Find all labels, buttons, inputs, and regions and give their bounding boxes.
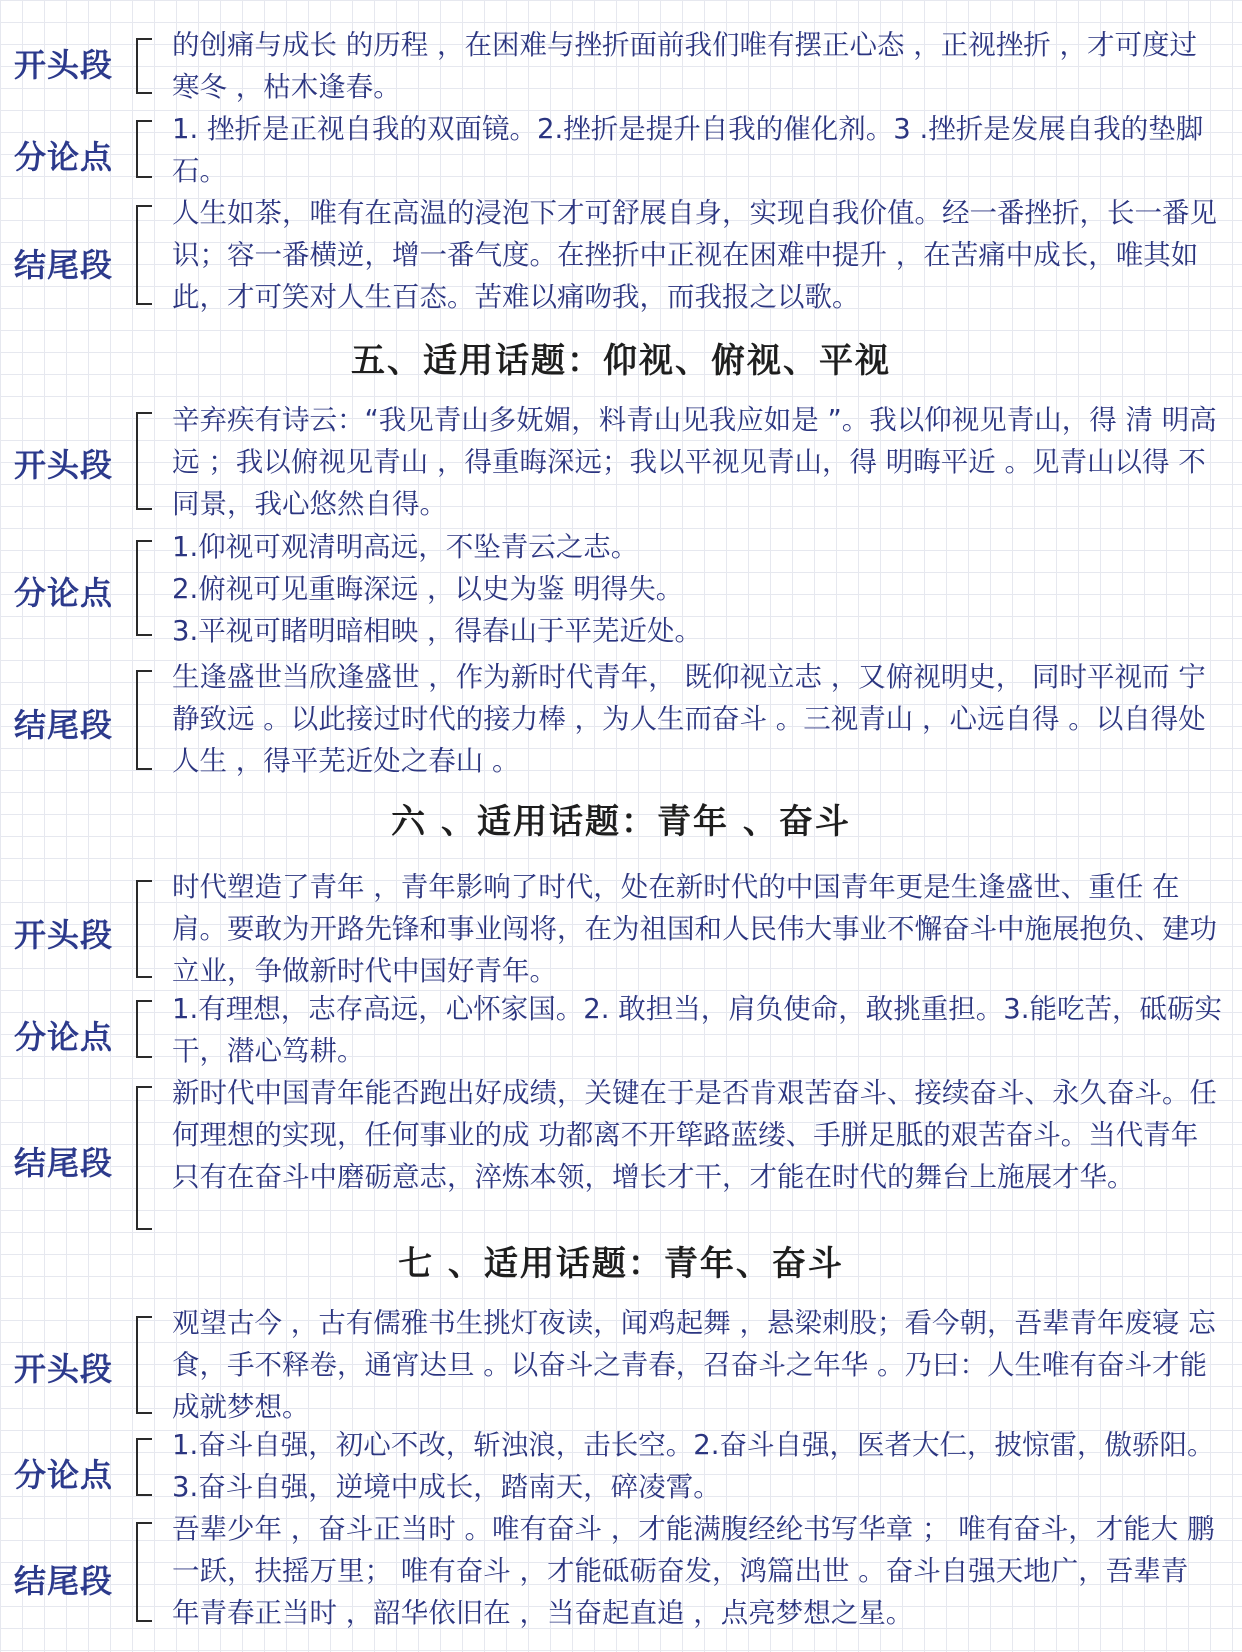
bracket (136, 1316, 152, 1414)
points-label: 分论点 (14, 138, 114, 176)
opening-label: 开头段 (14, 916, 114, 954)
ending-text: 吾辈少年 ，奋斗正当时 。唯有奋斗 ，才能满腹经纶书写华章 ； 唯有奋斗，才能大 鹏 一跃，扶摇万里； 唯有奋斗 ，才能砥砺奋发，鸿篇出世 。奋斗自强天地广，吾辈青 年青春正当时 ，韶华依旧在 ，当奋起直追 ，点亮梦想之星。 (172, 1513, 1215, 1629)
points-label: 分论点 (14, 574, 114, 612)
bracket (136, 1086, 152, 1230)
ending-text: 新时代中国青年能否跑出好成绩，关键在于是否肯艰苦奋斗、接续奋斗、永久奋斗。任何理想的实现，任何事业的成 功都离不开筚路蓝缕、手胼足胝的艰苦奋斗。当代青年只有在奋斗中磨砺意志，淬炼本领，增长才干，才能在时代的舞台上施展才华。 (172, 1077, 1217, 1193)
points-text: 1.奋斗自强，初心不改，斩浊浪，击长空。2.奋斗自强，医者大仁，披惊雷，傲骄阳。3.奋斗自强，逆境中成长，踏南天，碎凌霄。 (172, 1429, 1215, 1503)
section-7-heading: 七 、适用话题：青年、奋斗 (398, 1244, 844, 1284)
point-1: 1.仰视可观清明高远，不坠青云之志。 (172, 531, 639, 563)
point-2: 2.俯视可见重晦深远 ，以史为鉴 明得失。 (172, 573, 684, 605)
ending-label: 结尾段 (14, 1144, 114, 1182)
ending-label: 结尾段 (14, 246, 114, 284)
bracket (136, 412, 152, 510)
bracket (136, 205, 152, 305)
bracket (136, 880, 152, 978)
ending-text: 人生如茶，唯有在高温的浸泡下才可舒展自身，实现自我价值。经一番挫折，长一番见识；容一番横逆，增一番气度。在挫折中正视在困难中提升 ，在苦痛中成长，唯其如此，才可笑对人生百态。苦难以痛吻我，而我报之以歌。 (172, 197, 1217, 313)
ending-label: 结尾段 (14, 706, 114, 744)
opening-label: 开头段 (14, 446, 114, 484)
bracket (136, 1438, 152, 1496)
ending-text: 生逢盛世当欣逢盛世 ，作为新时代青年， 既仰视立志 ，又俯视明史， 同时平视而 宁静致远 。以此接过时代的接力棒 ，为人生而奋斗 。三视青山 ，心远自得 。以自得处 人生 ，得平芜近处之春山 。 (172, 661, 1206, 777)
bracket (136, 1522, 152, 1622)
points-text: 1.有理想，志存高远，心怀家国。2. 敢担当，肩负使命，敢挑重担。3.能吃苦，砥砺实干，潜心笃耕。 (172, 993, 1222, 1067)
bracket (136, 120, 152, 178)
opening-text: 辛弃疾有诗云：“我见青山多妩媚，料青山见我应如是 ”。我以仰视见青山，得 清 明高远 ；我以俯视见青山 ，得重晦深远；我以平视见青山，得 明晦平近 。见青山以得 不同景，我心悠然自得。 (172, 404, 1217, 520)
points-label: 分论点 (14, 1456, 114, 1494)
point-3: 3.平视可睹明暗相映 ，得春山于平芜近处。 (172, 615, 702, 647)
opening-text: 观望古今 ，古有儒雅书生挑灯夜读，闻鸡起舞 ，悬梁刺股；看今朝，吾辈青年废寝 忘食，手不释卷，通宵达旦 。以奋斗之青春，召奋斗之年华 。乃曰：人生唯有奋斗才能 成就梦想。 (172, 1307, 1216, 1423)
bracket (136, 540, 152, 636)
opening-label: 开头段 (14, 1350, 114, 1388)
opening-text: 时代塑造了青年 ，青年影响了时代，处在新时代的中国青年更是生逢盛世、重任 在肩。要敢为开路先锋和事业闯将，在为祖国和人民伟大事业不懈奋斗中施展抱负、建功立业，争做新时代中国好青年。 (172, 871, 1217, 987)
points-text: 1. 挫折是正视自我的双面镜。2.挫折是提升自我的催化剂。3 .挫折是发展自我的垫脚石。 (172, 113, 1204, 187)
section-6-heading: 六 、适用话题：青年 、奋斗 (391, 802, 851, 842)
bracket (136, 38, 152, 94)
opening-text: 的创痛与成长 的历程 ，在困难与挫折面前我们唯有摆正心态 ，正视挫折 ，才可度过寒冬 ，枯木逢春。 (172, 29, 1197, 103)
ending-label: 结尾段 (14, 1562, 114, 1600)
bracket (136, 670, 152, 770)
section-5-heading: 五、适用话题：仰视、俯视、平视 (351, 341, 891, 381)
bracket (136, 1000, 152, 1058)
points-label: 分论点 (14, 1018, 114, 1056)
opening-label: 开头段 (14, 46, 114, 84)
